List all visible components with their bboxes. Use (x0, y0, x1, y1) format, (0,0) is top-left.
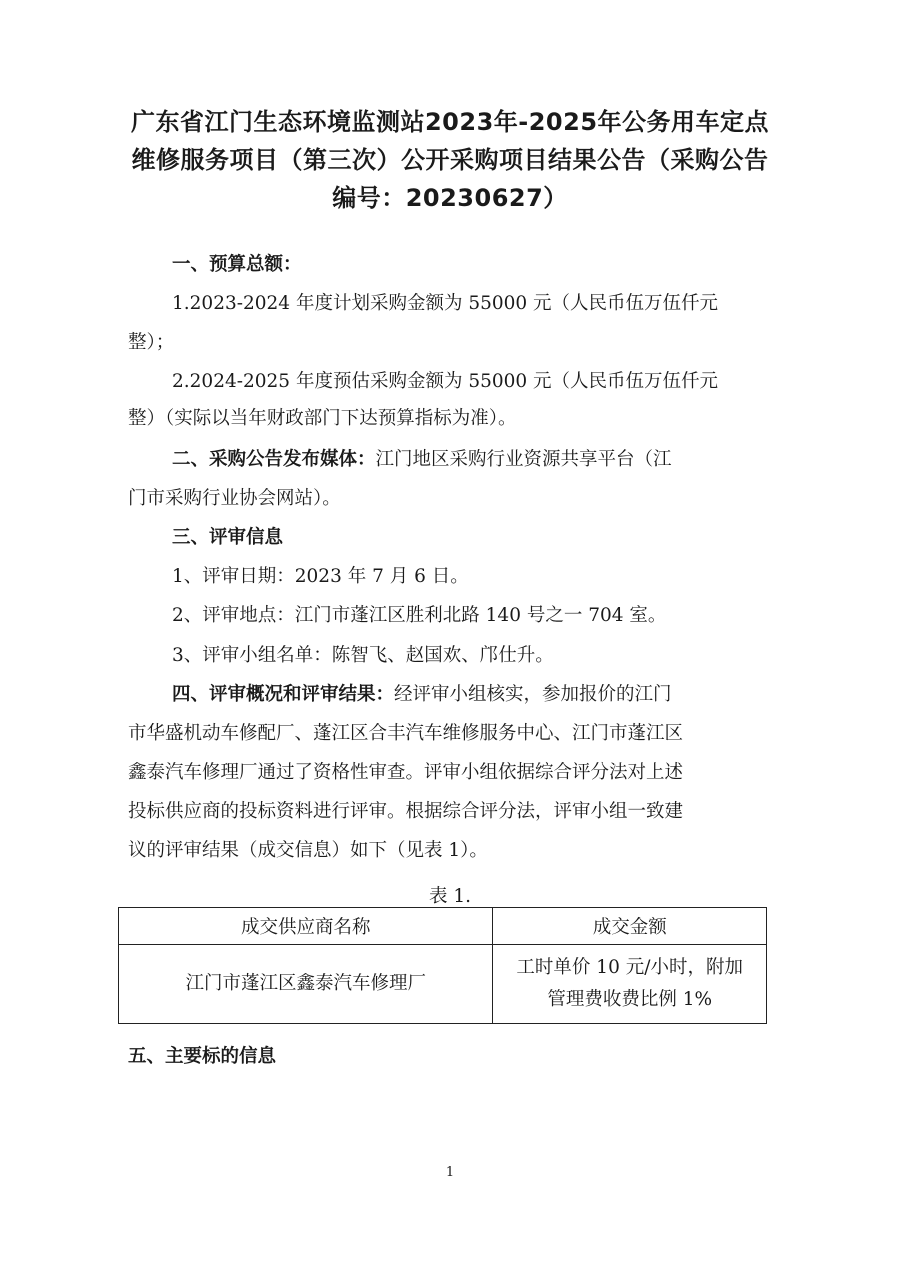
section-4-line-4: 投标供应商的投标资料进行评审。根据综合评分法，评审小组一致建 (128, 801, 684, 822)
budget-item-1-line-1: 1.2023-2024 年度计划采购金额为 55000 元（人民币伍万伍仟元 (172, 293, 719, 314)
deal-amount (493, 945, 767, 1024)
amount-line-1: 工时单价 10 元/小时，附加 (516, 957, 743, 978)
section-2-line-1 (172, 446, 773, 474)
title-line-3: 编号：20230627） (332, 184, 568, 212)
section-4-line-1 (172, 681, 773, 709)
title-line-1: 广东省江门生态环境监测站2023年-2025年公务用车定点 (130, 108, 770, 136)
section-4-text: 经评审小组核实，参加报价的江门 (394, 684, 672, 705)
section-1-heading: 一、预算总额： (172, 254, 302, 275)
header-supplier: 成交供应商名称 (119, 908, 493, 945)
budget-item-1-line-2: 整）； (128, 332, 175, 353)
review-date: 1、评审日期：2023 年 7 月 6 日。 (172, 566, 469, 587)
amount-line-2: 管理费收费比例 1% (547, 989, 713, 1010)
section-4-heading: 四、评审概况和评审结果： (172, 684, 395, 705)
budget-item-2-line-2: 整）（实际以当年财政部门下达预算指标为准）。 (128, 408, 517, 429)
section-5-heading: 五、主要标的信息 (128, 1046, 277, 1067)
table-caption: 表 1. (428, 886, 472, 907)
header-amount: 成交金额 (493, 908, 767, 945)
section-2-line-2: 门市采购行业协会网站）。 (128, 488, 341, 509)
result-table (118, 907, 767, 1024)
page-number: 1 (445, 1165, 455, 1180)
section-2-text: 江门地区采购行业资源共享平台（江 (375, 449, 672, 470)
section-4-line-3: 鑫泰汽车修理厂通过了资格性审查。评审小组依据综合评分法对上述 (128, 762, 684, 783)
review-panel: 3、评审小组名单：陈智飞、赵国欢、邝仕升。 (172, 645, 554, 666)
section-2-heading: 二、采购公告发布媒体： (172, 449, 376, 470)
supplier-name: 江门市蓬江区鑫泰汽车修理厂 (119, 945, 493, 1024)
document-title (120, 103, 780, 217)
section-3-heading: 三、评审信息 (172, 527, 284, 548)
table-row (119, 945, 767, 1024)
section-4-line-5: 议的评审结果（成交信息）如下（见表 1）。 (128, 840, 488, 861)
section-4-line-2: 市华盛机动车修配厂、蓬江区合丰汽车维修服务中心、江门市蓬江区 (128, 723, 684, 744)
table-header-row (119, 908, 767, 945)
review-location: 2、评审地点：江门市蓬江区胜利北路 140 号之一 704 室。 (172, 605, 667, 626)
title-line-2: 维修服务项目（第三次）公开采购项目结果公告（采购公告 (131, 146, 769, 174)
budget-item-2-line-1: 2.2024-2025 年度预估采购金额为 55000 元（人民币伍万伍仟元 (172, 371, 719, 392)
